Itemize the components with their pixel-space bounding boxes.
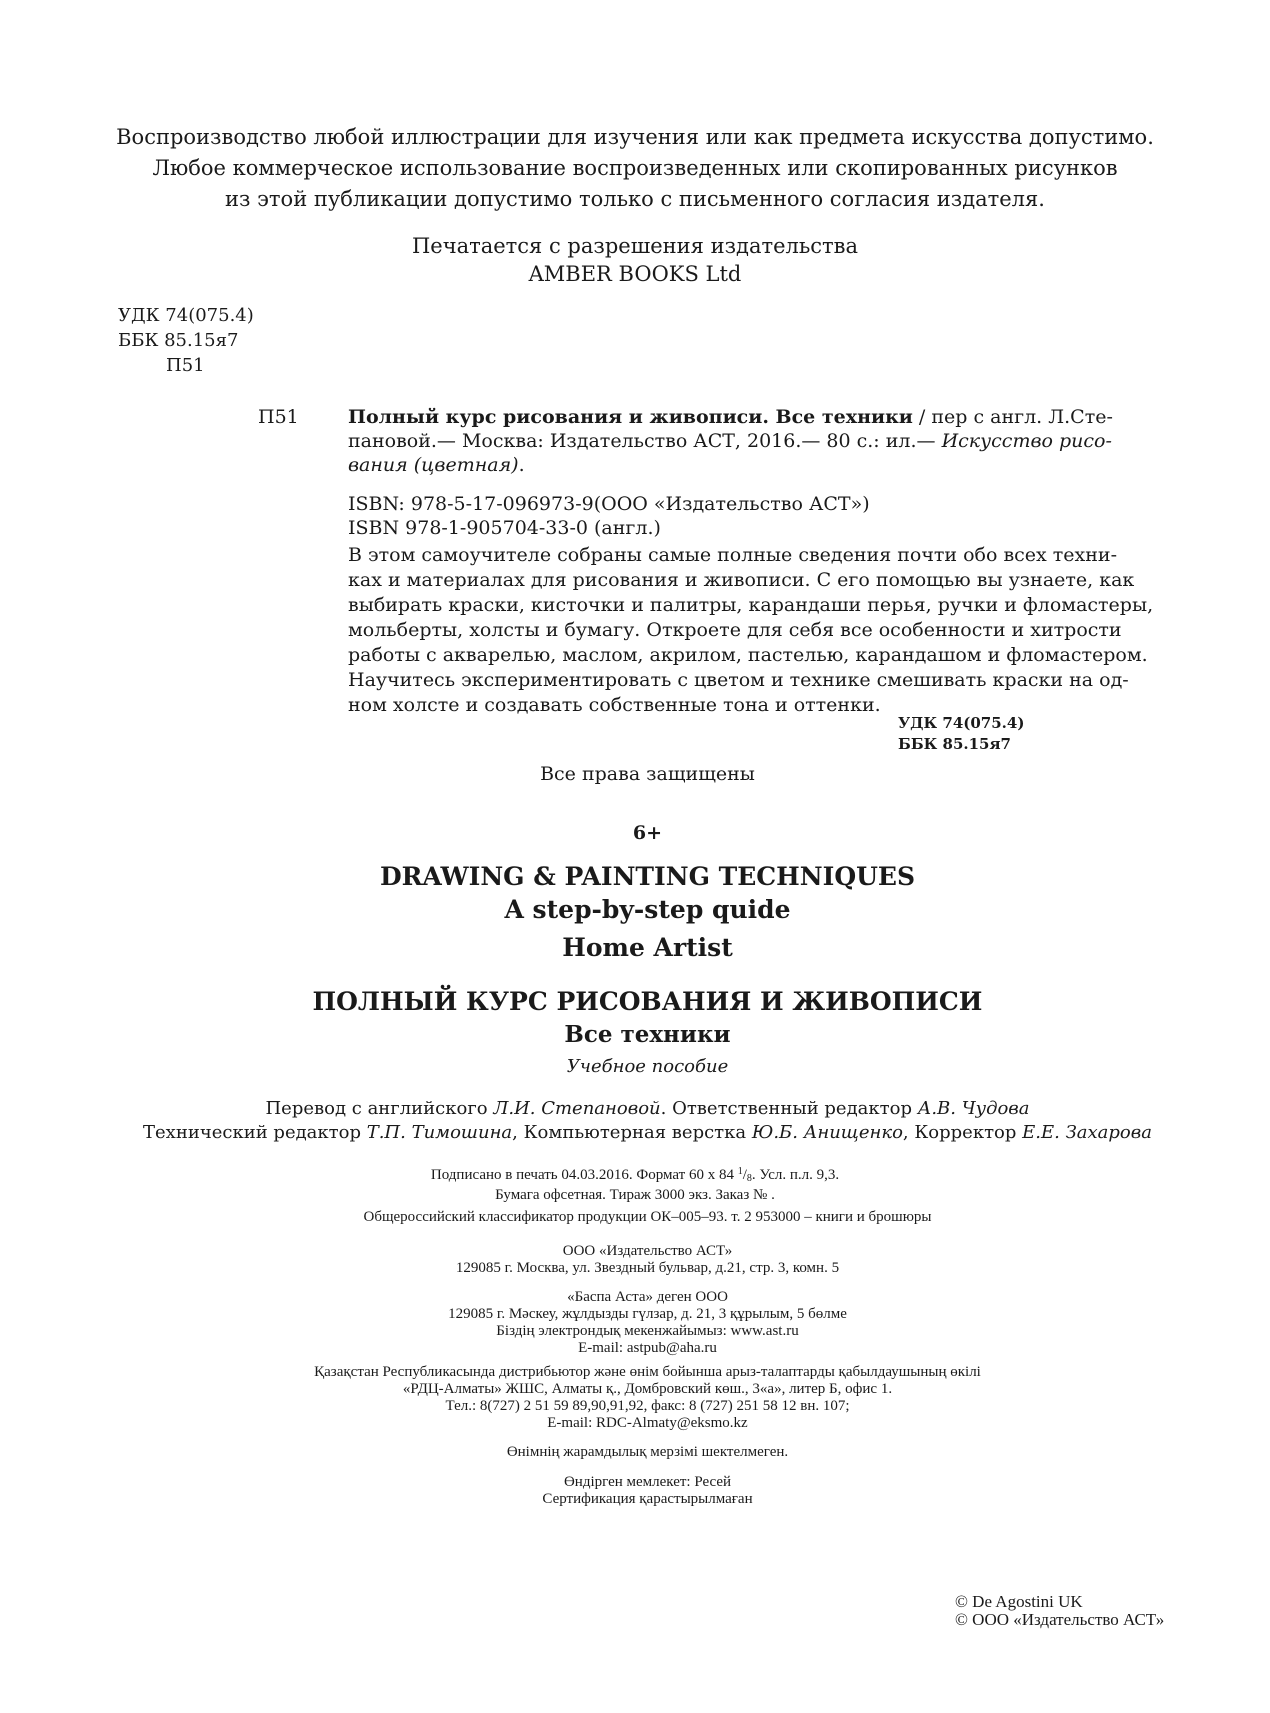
english-title: DRAWING & PAINTING TECHNIQUES — [379, 862, 916, 891]
kz-publisher-name: «Баспа Аста» деген ООО — [567, 1289, 728, 1305]
russian-subtitle: Все техники — [564, 1021, 731, 1048]
abstract-line: выбирать краски, кисточки и палитры, карандаши перья, ручки и фломастеры, — [348, 594, 1154, 616]
russian-title: ПОЛНЫЙ КУРС РИСОВАНИЯ И ЖИВОПИСИ — [312, 987, 983, 1016]
product-classifier: Общероссийский классификатор продукции ОК–005–93. т. 2 953000 – книги и брошюры — [363, 1209, 932, 1225]
fraction-numerator: 1 — [737, 1166, 743, 1177]
catalog-entry — [348, 405, 1113, 477]
isbn-block — [348, 492, 870, 540]
credits-line — [0, 1097, 1270, 1121]
author-mark: П51 — [166, 355, 205, 376]
tech-editor-name: Т.П. Тимошина — [366, 1122, 513, 1143]
distributor-line: Тел.: 8(727) 2 51 59 89,90,91,92, факс: 8 (727) 251 58 12 вн. 107; — [445, 1398, 850, 1414]
certification-note: Сертификация қарастырылмаған — [542, 1491, 753, 1507]
abstract-line: ках и материалах для рисования и живописи. С его помощью вы узнаете, как — [348, 569, 1135, 591]
country-of-origin: Өндірген мемлекет: Ресей — [563, 1474, 732, 1490]
kz-publisher-info — [0, 1289, 1270, 1357]
abstract-line: Научитесь экспериментировать с цветом и технике смешивать краски на од- — [348, 669, 1129, 691]
notice-line: из этой публикации допустимо только с письменного согласия издателя. — [225, 187, 1045, 211]
permission-publisher: AMBER BOOKS Ltd — [528, 262, 742, 286]
copyright-block — [955, 1593, 1164, 1629]
catalog-line — [348, 429, 1112, 453]
publisher-info — [0, 1243, 1270, 1277]
english-subtitle: A step-by-step quide — [504, 895, 791, 924]
layout-name: Ю.Б. Анищенко — [751, 1122, 903, 1143]
print-format: Подписано в печать 04.03.2016. Формат 60 х 84 — [430, 1167, 738, 1183]
kz-publisher-address: 129085 г. Мәскеу, жұлдызды гүлзар, д. 21, 3 құрылым, 5 бөлме — [448, 1306, 847, 1322]
print-line — [0, 1163, 1270, 1187]
notice-line: Воспроизводство любой иллюстрации для изучения или как предмета искусства допустимо. — [116, 125, 1154, 149]
print-line: Бумага офсетная. Тираж 3000 экз. Заказ № . — [495, 1187, 775, 1203]
catalog-line — [348, 453, 1028, 477]
classification-codes — [118, 303, 254, 378]
translator-name: Л.И. Степановой — [493, 1098, 661, 1119]
permission-line: Печатается с разрешения издательства — [411, 234, 859, 258]
book-abstract — [348, 543, 1154, 718]
catalog-period: . — [518, 454, 525, 476]
copyright-line: © De Agostini UK — [955, 1592, 1083, 1611]
distributor-line: Қазақстан Республикасында дистрибьютор және өнім бойынша арыз-талаптарды қабылдаушының өкілі — [314, 1364, 981, 1380]
udk-code: УДК 74(075.4) — [898, 714, 1025, 732]
distributor-line: E-mail: RDC-Almaty@eksmo.kz — [547, 1415, 748, 1431]
distributor-info — [0, 1364, 1270, 1432]
english-series: Home Artist — [562, 933, 733, 962]
editorial-credits — [0, 1097, 1270, 1145]
translation-label: Перевод с английского — [265, 1098, 494, 1119]
series-name: Искусство рисо- — [941, 430, 1112, 452]
origin-info — [0, 1474, 1270, 1508]
translator-note: пер с англ. Л.Сте- — [931, 406, 1113, 428]
bbk-code: ББК 85.15я7 — [118, 330, 239, 351]
age-rating: 6+ — [632, 822, 663, 844]
fraction-separator: / — [742, 1167, 747, 1183]
abstract-line: В этом самоучителе собраны самые полные сведения почти обо всех техни- — [348, 544, 1118, 566]
editor-name: А.В. Чудова — [917, 1098, 1030, 1119]
print-data — [0, 1163, 1270, 1204]
publication-type: Учебное пособие — [566, 1056, 729, 1077]
book-title: Полный курс рисования и живописи. Все техники — [348, 406, 913, 428]
publisher-address: 129085 г. Москва, ул. Звездный бульвар, д.21, стр. 3, комн. 5 — [455, 1260, 840, 1276]
tech-editor-label: Технический редактор — [143, 1122, 367, 1143]
rights-notice: Все права защищены — [540, 763, 755, 785]
reproduction-notice — [0, 122, 1270, 215]
kz-publisher-web: Біздің электрондық мекенжайымыз: www.ast.ru — [496, 1323, 799, 1339]
abstract-line: работы с акварелью, маслом, акрилом, пастелью, карандашом и фломастером. — [348, 644, 1148, 666]
credits-line — [0, 1121, 1270, 1145]
isbn-en: ISBN 978-1-905704-33-0 (англ.) — [348, 517, 661, 539]
imprint-info: пановой.— Москва: Издательство АСТ, 2016.— 80 с.: ил.— — [348, 430, 942, 452]
publisher-name: ООО «Издательство АСТ» — [562, 1243, 733, 1259]
proofreader-label: , Корректор — [902, 1122, 1023, 1143]
layout-label: , Компьютерная верстка — [512, 1122, 752, 1143]
copyright-line: © ООО «Издательство АСТ» — [955, 1610, 1165, 1629]
classification-codes-footer — [898, 713, 1024, 755]
distributor-line: «РДЦ-Алматы» ЖШС, Алматы қ., Домбровский көш., 3«а», литер Б, офис 1. — [402, 1381, 893, 1397]
notice-line: Любое коммерческое использование воспроизведенных или скопированных рисунков — [152, 156, 1118, 180]
print-sheets: . Усл. п.л. 9,3. — [751, 1167, 840, 1183]
proofreader-name: Е.Е. Захарова — [1022, 1122, 1152, 1143]
bbk-code: ББК 85.15я7 — [898, 735, 1011, 753]
shelf-life-notice: Өнімнің жарамдылық мерзімі шектелмеген. — [506, 1444, 789, 1460]
catalog-line — [348, 405, 1113, 429]
series-name-cont: вания (цветная) — [348, 454, 519, 476]
permission-notice — [0, 232, 1270, 288]
catalog-separator: / — [912, 406, 932, 428]
isbn-ru: ISBN: 978-5-17-096973-9(ООО «Издательство АСТ») — [348, 493, 870, 515]
fraction-denominator: 8 — [746, 1173, 752, 1184]
kz-publisher-email: E-mail: astpub@aha.ru — [578, 1340, 717, 1356]
editor-label: . Ответственный редактор — [660, 1098, 918, 1119]
abstract-line: мольберты, холсты и бумагу. Откроете для себя все особенности и хитрости — [348, 619, 1122, 641]
abstract-line: ном холсте и создавать собственные тона и оттенки. — [348, 694, 881, 716]
catalog-entry-code: П51 — [258, 406, 299, 428]
udk-code: УДК 74(075.4) — [118, 305, 254, 326]
